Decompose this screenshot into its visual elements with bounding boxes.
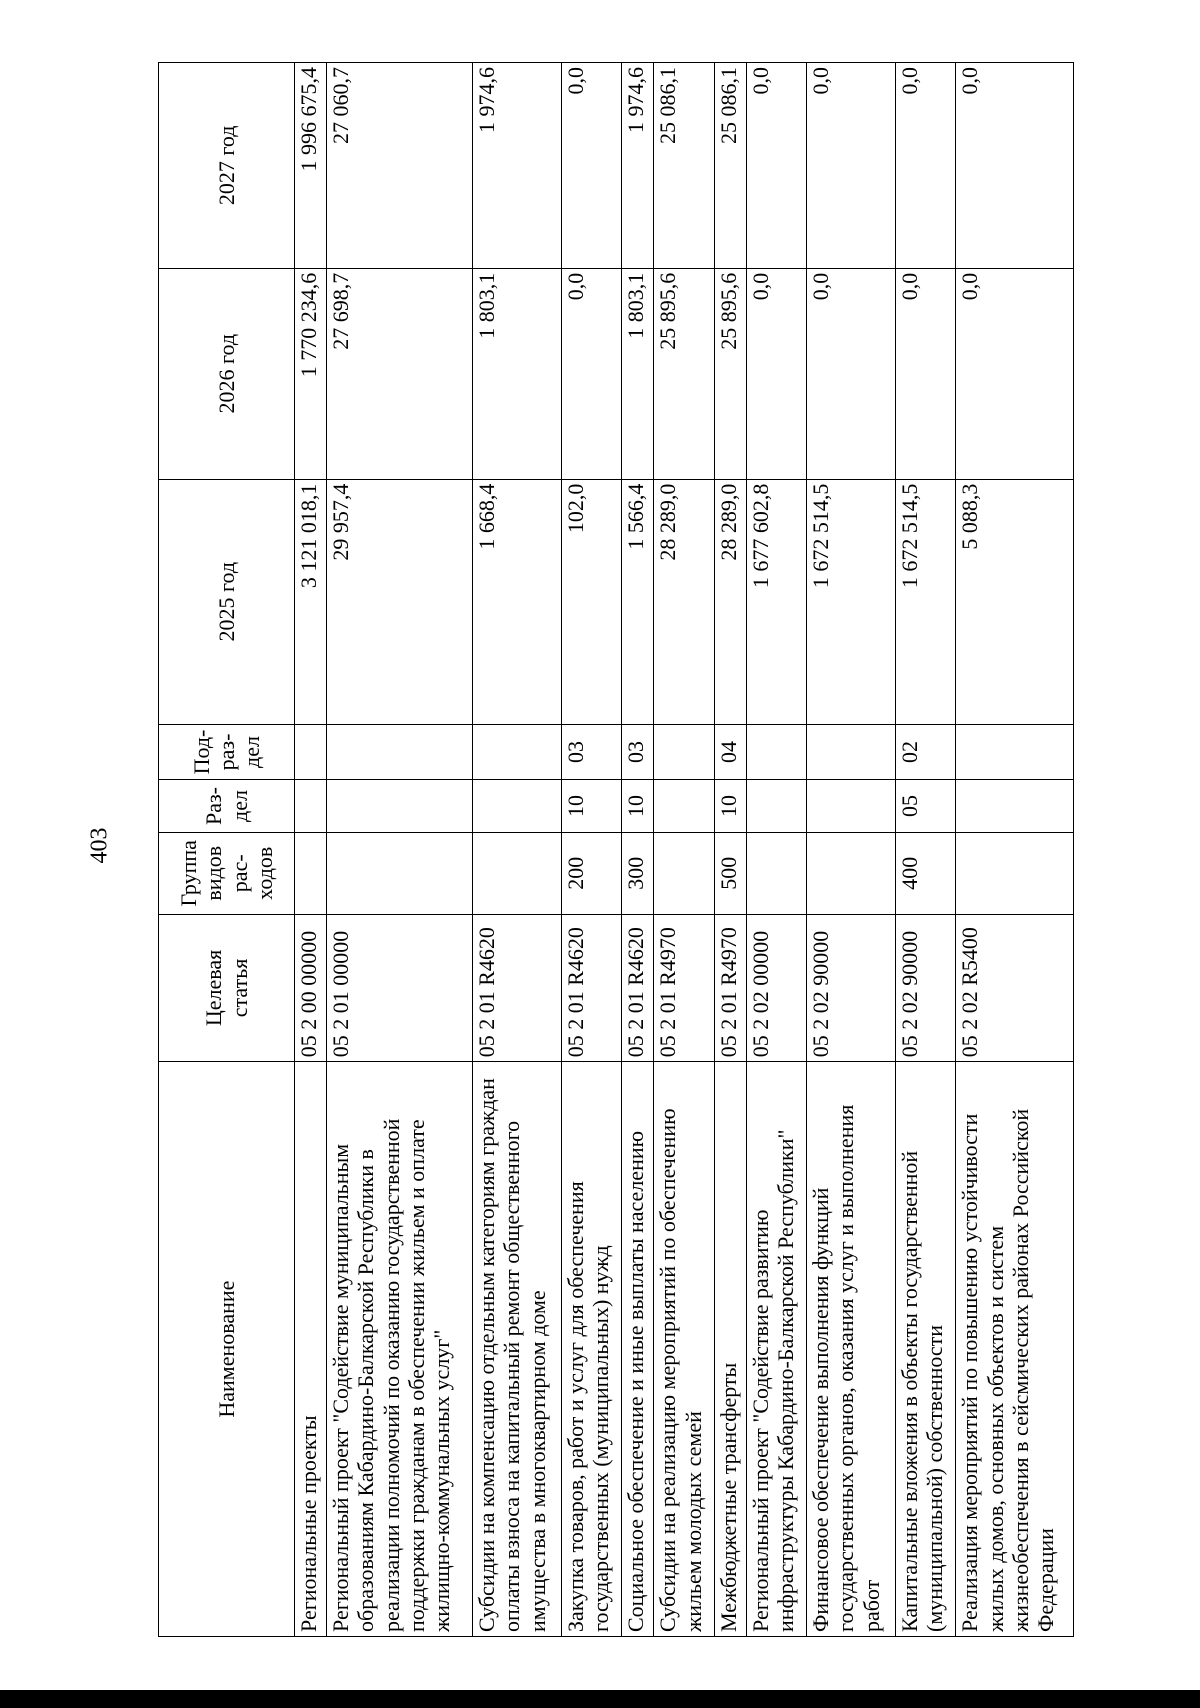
cell-section: 10 (622, 780, 654, 833)
cell-2026: 1 803,1 (472, 268, 561, 479)
cell-2025: 102,0 (561, 479, 621, 724)
table-row (326, 63, 472, 1637)
cell-target-article: 05 2 02 00000 (746, 914, 806, 1062)
cell-section: 10 (561, 780, 621, 833)
table-row (956, 63, 1074, 1637)
header-2027: 2027 год (159, 63, 295, 269)
cell-2025: 29 957,4 (326, 479, 472, 724)
cell-expense-group (807, 832, 896, 914)
cell-expense-group (326, 832, 472, 914)
header-section: Раз-дел (159, 780, 295, 833)
cell-section (326, 780, 472, 833)
table-row (896, 63, 956, 1637)
cell-subsection (807, 724, 896, 779)
header-expense-group: Группа видов рас-ходов (159, 832, 295, 914)
cell-target-article: 05 2 02 90000 (896, 914, 956, 1062)
cell-2027: 0,0 (956, 63, 1074, 269)
cell-2026: 1 770 234,6 (295, 268, 327, 479)
cell-section (472, 780, 561, 833)
cell-2025: 1 566,4 (622, 479, 654, 724)
cell-name: Финансовое обеспечение выполнения функций государственных органов, оказания услуг и выполнения работ (807, 1062, 896, 1637)
cell-expense-group (654, 832, 714, 914)
cell-name: Социальное обеспечение и иные выплаты населению (622, 1062, 654, 1637)
cell-2025: 1 668,4 (472, 479, 561, 724)
page-number: 403 (86, 827, 113, 864)
cell-subsection: 03 (561, 724, 621, 779)
cell-2026: 25 895,6 (714, 268, 746, 479)
cell-target-article: 05 2 02 90000 (807, 914, 896, 1062)
cell-target-article: 05 2 00 00000 (295, 914, 327, 1062)
header-name: Наименование (159, 1062, 295, 1637)
cell-name: Региональный проект "Содействие муниципальным образованиям Кабардино-Балкарской Республики в реализации полномочий по оказанию государственной поддержки гражданам в обеспечении жильем и оплате жилищно-коммунальных услуг" (326, 1062, 472, 1637)
cell-section (654, 780, 714, 833)
header-target-article: Целевая статья (159, 914, 295, 1062)
cell-section (295, 780, 327, 833)
cell-2025: 1 672 514,5 (807, 479, 896, 724)
cell-2026: 27 698,7 (326, 268, 472, 479)
cell-expense-group (472, 832, 561, 914)
cell-expense-group: 400 (896, 832, 956, 914)
cell-2027: 25 086,1 (654, 63, 714, 269)
cell-2027: 0,0 (746, 63, 806, 269)
cell-section: 05 (896, 780, 956, 833)
cell-2025: 28 289,0 (714, 479, 746, 724)
cell-section (807, 780, 896, 833)
table-body (295, 63, 1074, 1637)
cell-2026: 0,0 (807, 268, 896, 479)
cell-target-article: 05 2 01 R4620 (561, 914, 621, 1062)
rotated-page-content (158, 62, 1074, 1637)
cell-name: Субсидии на компенсацию отдельным категориям граждан оплаты взноса на капитальный ремонт общественного имущества в многоквартирном доме (472, 1062, 561, 1637)
table-row (746, 63, 806, 1637)
cell-2026: 0,0 (896, 268, 956, 479)
cell-name: Межбюджетные трансферты (714, 1062, 746, 1637)
cell-2027: 25 086,1 (714, 63, 746, 269)
cell-subsection (654, 724, 714, 779)
cell-2027: 0,0 (561, 63, 621, 269)
budget-table (158, 62, 1074, 1637)
cell-subsection (956, 724, 1074, 779)
cell-section: 10 (714, 780, 746, 833)
cell-name: Региональный проект "Содействие развитию инфраструктуры Кабардино-Балкарской Республики" (746, 1062, 806, 1637)
table-row (561, 63, 621, 1637)
cell-expense-group: 500 (714, 832, 746, 914)
table-row (622, 63, 654, 1637)
cell-2025: 5 088,3 (956, 479, 1074, 724)
cell-subsection: 04 (714, 724, 746, 779)
cell-expense-group: 300 (622, 832, 654, 914)
header-2026: 2026 год (159, 268, 295, 479)
cell-section (746, 780, 806, 833)
cell-name: Капитальные вложения в объекты государственной (муниципальной) собственности (896, 1062, 956, 1637)
cell-2025: 28 289,0 (654, 479, 714, 724)
cell-target-article: 05 2 01 R4970 (714, 914, 746, 1062)
cell-subsection (295, 724, 327, 779)
cell-2026: 0,0 (746, 268, 806, 479)
cell-2027: 27 060,7 (326, 63, 472, 269)
header-subsection: Под-раз-дел (159, 724, 295, 779)
cell-target-article: 05 2 02 R5400 (956, 914, 1074, 1062)
table-header-row (159, 63, 295, 1637)
cell-name: Закупка товаров, работ и услуг для обеспечения государственных (муниципальных) нужд (561, 1062, 621, 1637)
cell-2027: 0,0 (896, 63, 956, 269)
cell-2026: 0,0 (561, 268, 621, 479)
table-row (807, 63, 896, 1637)
cell-2027: 0,0 (807, 63, 896, 269)
cell-2027: 1 974,6 (622, 63, 654, 269)
cell-subsection (326, 724, 472, 779)
cell-subsection (472, 724, 561, 779)
cell-subsection (746, 724, 806, 779)
cell-2025: 1 672 514,5 (896, 479, 956, 724)
cell-2027: 1 996 675,4 (295, 63, 327, 269)
cell-subsection: 03 (622, 724, 654, 779)
cell-2025: 1 677 602,8 (746, 479, 806, 724)
table-row (654, 63, 714, 1637)
cell-2026: 1 803,1 (622, 268, 654, 479)
cell-name: Региональные проекты (295, 1062, 327, 1637)
cell-2027: 1 974,6 (472, 63, 561, 269)
cell-expense-group (746, 832, 806, 914)
cell-section (956, 780, 1074, 833)
cell-target-article: 05 2 01 R4970 (654, 914, 714, 1062)
cell-expense-group: 200 (561, 832, 621, 914)
cell-subsection: 02 (896, 724, 956, 779)
header-2025: 2025 год (159, 479, 295, 724)
scan-bottom-edge (0, 1690, 1200, 1708)
cell-target-article: 05 2 01 00000 (326, 914, 472, 1062)
cell-2025: 3 121 018,1 (295, 479, 327, 724)
cell-expense-group (295, 832, 327, 914)
cell-target-article: 05 2 01 R4620 (472, 914, 561, 1062)
cell-2026: 0,0 (956, 268, 1074, 479)
cell-target-article: 05 2 01 R4620 (622, 914, 654, 1062)
cell-expense-group (956, 832, 1074, 914)
cell-name: Субсидии на реализацию мероприятий по обеспечению жильем молодых семей (654, 1062, 714, 1637)
table-row (472, 63, 561, 1637)
table-row (714, 63, 746, 1637)
cell-name: Реализация мероприятий по повышению устойчивости жилых домов, основных объектов и систем жизнеобеспечения в сейсмических районах Российской Федерации (956, 1062, 1074, 1637)
table-row (295, 63, 327, 1637)
cell-2026: 25 895,6 (654, 268, 714, 479)
